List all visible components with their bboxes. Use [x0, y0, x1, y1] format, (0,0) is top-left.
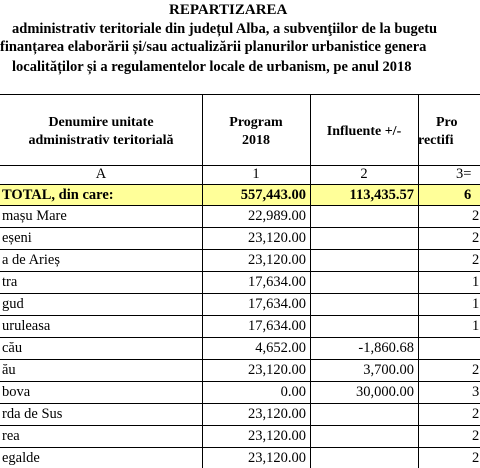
table-row-rectificat: 2 — [472, 428, 480, 444]
table-row-rectificat: 1 — [472, 318, 480, 334]
table-row-rectificat: 2 — [472, 208, 480, 224]
index-cell-name: A — [95, 166, 107, 182]
column-header-influente: Influente +/- — [326, 124, 402, 139]
total-label: TOTAL, din care: — [2, 187, 114, 203]
table-row-rectificat: 2 — [472, 230, 480, 246]
table-row-program: 23,120.00 — [248, 450, 306, 466]
column-header-program: Program 2018 — [229, 115, 283, 148]
table-row-influente: 3,700.00 — [363, 362, 414, 378]
table-row-influente: 30,000.00 — [356, 384, 414, 400]
table-row-rectificat: 1 — [472, 296, 480, 312]
column-header-name: Denumire unitate administrativ teritorială — [28, 115, 174, 148]
table-row-name: bova — [2, 384, 31, 400]
index-cell-rectificat: 3= — [456, 166, 472, 182]
table-row-program: 23,120.00 — [248, 428, 306, 444]
table-row-name: cău — [2, 340, 23, 356]
document-title: REPARTIZAREA — [169, 2, 288, 18]
table-row-name: mașu Mare — [2, 208, 67, 224]
table-row-rectificat: 2 — [472, 252, 480, 268]
table-row-name: tra — [2, 274, 18, 290]
allocation-table — [0, 94, 480, 468]
index-cell-influente: 2 — [360, 166, 368, 182]
table-row-influente: -1,860.68 — [358, 340, 414, 356]
table-row-rectificat: 1 — [472, 274, 480, 290]
table-row-program: 17,634.00 — [248, 318, 306, 334]
table-row-name: eșeni — [2, 230, 32, 246]
table-row-program: 4,652.00 — [255, 340, 306, 356]
table-row-program: 23,120.00 — [248, 362, 306, 378]
table-row-name: rda de Sus — [2, 406, 63, 422]
table-row-name: a de Arieș — [2, 252, 60, 268]
table-row-program: 23,120.00 — [248, 406, 306, 422]
table-row-program: 23,120.00 — [248, 230, 306, 246]
table-row-rectificat: 2 — [472, 362, 480, 378]
total-influente: 113,435.57 — [349, 187, 414, 203]
document-subtitle-line-2: finanțarea elaborării și/sau actualizării planurilor urbanistice genera — [0, 39, 427, 55]
table-row-name: ău — [2, 362, 16, 378]
document-subtitle-line-1: administrativ teritoriale din județul Alba, a subvenţiilor de la bugetu — [12, 21, 438, 37]
table-row-rectificat: 2 — [472, 406, 480, 422]
table-row-name: gud — [2, 296, 24, 312]
index-cell-program: 1 — [252, 166, 260, 182]
table-row-name: uruleasa — [2, 318, 51, 334]
table-row-program: 23,120.00 — [248, 252, 306, 268]
table-row-program: 17,634.00 — [248, 274, 306, 290]
table-row-program: 17,634.00 — [248, 296, 306, 312]
table-row-program: 22,989.00 — [248, 208, 306, 224]
table-row-rectificat: 3 — [472, 384, 480, 400]
total-rectificat: 6 — [464, 187, 472, 203]
total-program: 557,443.00 — [240, 187, 306, 203]
table-row-rectificat: 2 — [472, 450, 480, 466]
table-row-name: egalde — [2, 450, 40, 466]
column-header-rectificat: Pro rectifi — [418, 115, 458, 148]
table-row-program: 0.00 — [280, 384, 306, 400]
table-row-name: rea — [2, 428, 20, 444]
document-subtitle-line-3: localităților și a regulamentelor locale de urbanism, pe anul 2018 — [12, 59, 412, 75]
